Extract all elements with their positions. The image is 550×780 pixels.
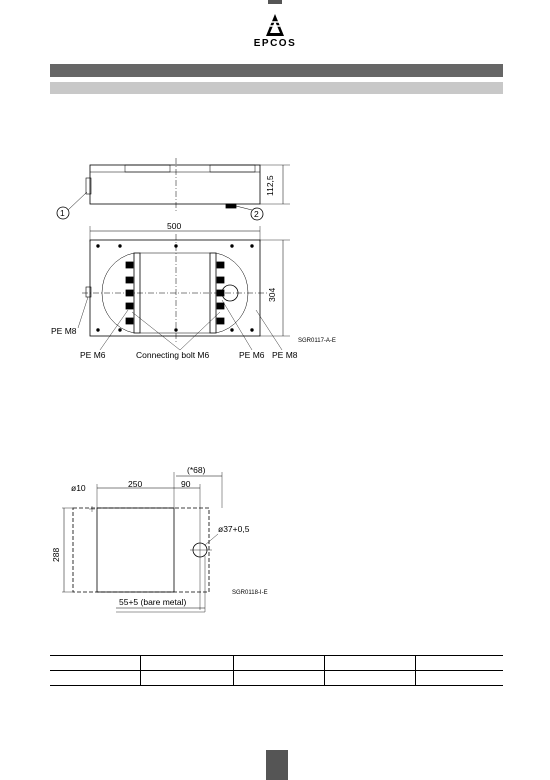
table-row (50, 656, 503, 671)
brand-name: EPCOS (253, 38, 297, 49)
pe-m8-left-label: PE M8 (51, 326, 77, 336)
dim-90-label: 90 (181, 479, 191, 489)
top-view (78, 226, 290, 350)
callout-2: 2 (254, 209, 259, 219)
pe-m6-right-label: PE M6 (239, 350, 265, 360)
dim-288-label: 288 (51, 547, 61, 562)
pe-m6-left-label: PE M6 (80, 350, 106, 360)
dim-dia10-label: ø10 (71, 483, 86, 493)
page-number-box (266, 750, 288, 780)
table-cell (325, 656, 416, 671)
table-cell (416, 671, 504, 686)
table-cell (234, 656, 325, 671)
mounting-cutout-view (62, 472, 222, 612)
table-cell (50, 671, 141, 686)
table-cell (234, 671, 325, 686)
table-cell (50, 656, 141, 671)
drawing1-ref: SGR0117-A-E (298, 338, 336, 344)
connecting-bolt-label: Connecting bolt M6 (136, 350, 210, 360)
dim-68-label: (*68) (187, 465, 206, 475)
table-cell (416, 656, 504, 671)
table-cell (325, 671, 416, 686)
dim-width-label: 500 (167, 221, 182, 231)
table-row (50, 671, 503, 686)
dim-height-label: 112,5 (265, 175, 275, 196)
dim-250-label: 250 (128, 479, 143, 489)
table-cell (141, 656, 234, 671)
dim-dia37-label: ø37+0,5 (218, 524, 250, 534)
drawing2-ref: SGR0118-I-E (232, 590, 268, 596)
table-cell (141, 671, 234, 686)
pe-m8-right-label: PE M8 (272, 350, 298, 360)
dim-depth-label: 304 (267, 287, 277, 302)
callout-1: 1 (60, 208, 65, 218)
dim-55-label: 55+5 (bare metal) (119, 597, 187, 607)
data-table (50, 655, 503, 686)
